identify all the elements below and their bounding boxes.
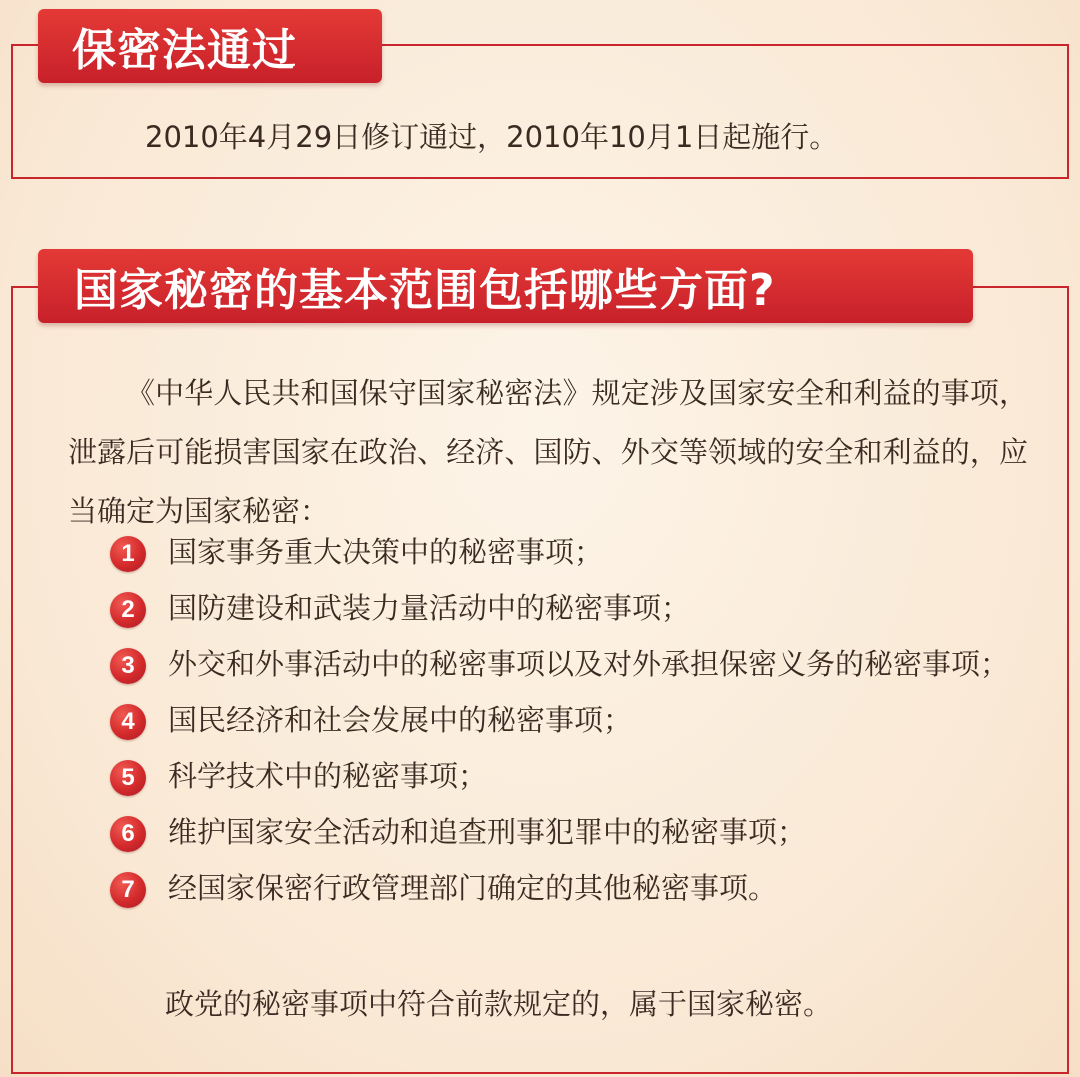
frame-top-line — [970, 286, 1069, 288]
number-badge: 1 — [110, 536, 146, 572]
list-item — [110, 748, 1040, 804]
list-item — [110, 580, 1040, 636]
number-badge: 2 — [110, 592, 146, 628]
number-badge: 4 — [110, 704, 146, 740]
law-passed-heading: 保密法通过 — [38, 9, 382, 83]
list-item-text: 经国家保密行政管理部门确定的其他秘密事项。 — [168, 871, 778, 905]
law-passed-text: 2010年4月29日修订通过，2010年10月1日起施行。 — [145, 120, 839, 154]
frame-top-line — [11, 286, 41, 288]
number-badge: 5 — [110, 760, 146, 796]
number-badge: 3 — [110, 648, 146, 684]
list-item-text: 维护国家安全活动和追查刑事犯罪中的秘密事项； — [168, 815, 807, 849]
frame-top-line — [11, 44, 41, 46]
secret-items-list — [110, 524, 1040, 916]
number-badge: 6 — [110, 816, 146, 852]
list-item — [110, 636, 1040, 692]
list-item-text: 国家事务重大决策中的秘密事项； — [168, 535, 604, 569]
list-item-text: 国防建设和武装力量活动中的秘密事项； — [168, 591, 691, 625]
list-item-text: 科学技术中的秘密事项； — [168, 759, 488, 793]
list-item — [110, 692, 1040, 748]
intro-paragraph: 《中华人民共和国保守国家秘密法》规定涉及国家安全和利益的事项，泄露后可能损害国家在政治、经济、国防、外交等领域的安全和利益的，应当确定为国家秘密： — [68, 376, 1028, 528]
list-item-text: 国民经济和社会发展中的秘密事项； — [168, 703, 633, 737]
list-item — [110, 524, 1040, 580]
list-item-text: 外交和外事活动中的秘密事项以及对外承担保密义务的秘密事项； — [168, 647, 1010, 681]
closing-paragraph: 政党的秘密事项中符合前款规定的，属于国家秘密。 — [165, 987, 833, 1021]
number-badge: 7 — [110, 872, 146, 908]
list-item — [110, 860, 1040, 916]
secret-scope-heading: 国家秘密的基本范围包括哪些方面? — [38, 249, 973, 323]
frame-top-line — [380, 44, 1069, 46]
list-item — [110, 804, 1040, 860]
